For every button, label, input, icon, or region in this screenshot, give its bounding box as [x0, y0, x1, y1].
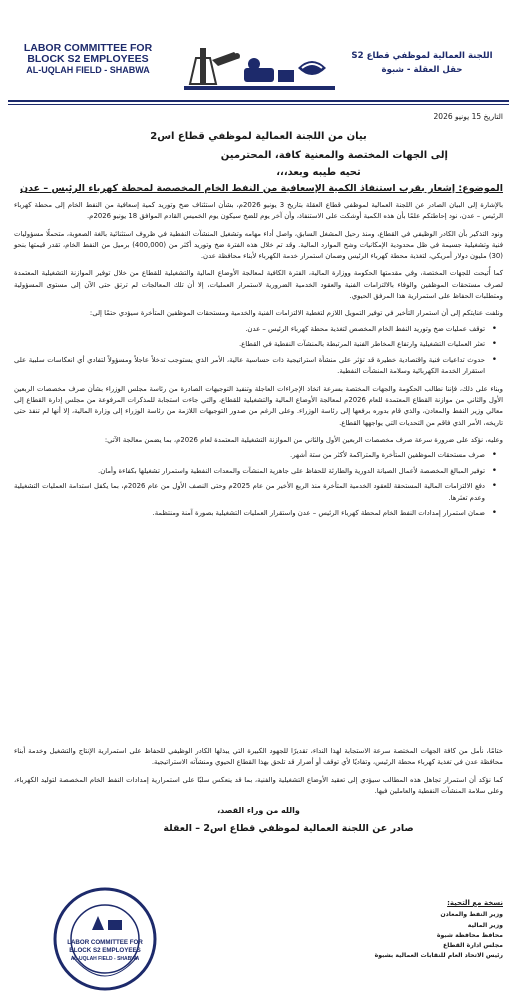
issuer-line: صادر عن اللجنة العمالية لموظفي قطاع اس2 – العقلة — [163, 823, 414, 835]
copy-recipient: وزير المالية — [467, 921, 503, 929]
list-item: • صرف مستحقات الموظفين المتأخرة والمتراكمة لأكثر من ستة أشهر. — [14, 450, 485, 462]
greeting: تحيه طيبه وبعد،،، — [276, 167, 361, 178]
letter-date: التاريخ 15 يونيو 2026 — [433, 112, 503, 121]
letterhead-ar-line1: اللجنة العمالية لموظفي قطاع S2 — [351, 51, 493, 61]
demands-list — [14, 450, 503, 520]
letterhead-arabic — [337, 49, 507, 77]
letterhead-en-line1: LABOR COMMITTEE FOR — [23, 42, 153, 54]
header-rule — [8, 100, 509, 102]
list-item: • توقف عمليات ضخ وتوريد النفط الخام المخصص لتغذية محطة كهرباء الرئيس – عدن. — [14, 324, 485, 336]
list-item: • حدوث تداعيات فنية واقتصادية خطيرة قد تؤثر على منشأة استراتيجية ذات حساسية عالية، الأمر الذي يستوجب تدخلاً عاجلاً ومسؤولاً لتفادي أي انعكاسات سلبية على استقرار الخدمة الكهربائية وسلامة المنشآت النفطية. — [14, 355, 485, 378]
paragraph-7: ختامًا، نأمل من كافة الجهات المختصة سرعة الاستجابة لهذا النداء، تقديرًا للجهود الكبيرة التي يبذلها الكادر الوظيفي للحفاظ على استمرارية الإنتاج والتشغيل وخدمة أبناء محافظة عدن في تغذية كهرباء محطة الرئيس، وتفاديًا لأي توقف أو أضرار قد تلحق بهذا القطاع الحيوي ومنشآته الاستراتيجية. — [14, 747, 503, 767]
seal-text-2: BLOCK S2 EMPLOYEES — [69, 947, 141, 954]
paragraph-4: ونلفت عنايتكم إلى أن استمرار التأخير في توفير التمويل اللازم لتغطية الالتزامات الفنية والخدمية ومستحقات الموظفين المتأخرة سيؤدي حتمًا إلى: — [89, 309, 503, 318]
letterhead-en-line3: AL-UQLAH FIELD - SHABWA — [26, 65, 150, 75]
copy-recipient: مجلس ادارة القطاع — [443, 942, 503, 950]
seal-text-1: LABOR COMMITTEE FOR — [67, 939, 143, 946]
list-item: • ضمان استمرار إمدادات النفط الخام لمحطة كهرباء الرئيس – عدن واستقرار العمليات التشغيلية بصورة آمنة ومنتظمة. — [14, 508, 485, 520]
copies-to — [363, 898, 503, 962]
copies-title: نسخة مع التحية: — [447, 899, 503, 907]
header-rule-thin — [8, 104, 509, 105]
statement-heading: بيان من اللجنة العمالية لموظفي قطاع اس2 — [150, 131, 367, 142]
addressee: إلى الجهات المختصة والمعنية كافة، المحترمين — [220, 150, 448, 161]
paragraph-3: كما أُتيحت للجهات المختصة، وفي مقدمتها الحكومة ووزارة المالية، الفترة الكافية لمعالجة الأوضاع المالية والتشغيلية للقطاع من خلال توفير الموازنة التشغيلية المعتمدة لصرف مستحقات الموظفين والوفاء بالالتزامات الفنية والعقود الخدمية الضرورية لاستمرار العمليات، إلا أن تلك المعالجات لم ترتق حتى الآن إلى مستوى المسؤولية ومتطلبات الحفاظ على استمرارية هذا المرفق الحيوي. — [14, 269, 503, 301]
paragraph-5: وبناء على ذلك، فإننا نطالب الحكومة والجهات المختصة بسرعة اتخاذ الإجراءات العاجلة وتنفيذ التوجيهات الصادرة من رئاسة مجلس الوزراء بشأن صرف مخصصات الربعين الأول والثاني من موازنة القطاع المعتمدة للعام 2026م لمعالجة الأوضاع المالية والتشغيلية للقطاع، والتي جاءت استجابة للمذكرات المرفوعة من مجلس إدارة القطاع إلى معالي وزير النفط والمعادن، والذي قام بدوره برفعها إلى رئاسة الوزراء. وعلى الرغم من صدور التوجيهات اللازمة من رئاسة الوزراء إلى وزارة المالية، إلا أنها لم تنفذ حتى تاريخه، الأمر الذي فاقم من التحديات التي يواجهها القطاع. — [14, 384, 503, 427]
letterhead-en-line2: BLOCK S2 EMPLOYEES — [27, 53, 149, 65]
letter-body-page2 — [14, 740, 503, 834]
copy-recipient: رئيس الاتحاد العام للنقابات العمالية بشبوة — [374, 952, 503, 960]
seal-text-3: AL-UQLAH FIELD - SHABWA — [70, 956, 140, 962]
closing-line: والله من وراء القصد، — [217, 806, 300, 816]
official-seal-icon — [52, 886, 158, 992]
copy-recipient: وزير النفط والمعادن — [440, 911, 503, 919]
list-item: • توفير المبالغ المخصصة لأعمال الصيانة الدورية والطارئة للحفاظ على جاهزية المنشآت والمعدات النفطية واستمرار تشغيلها بكفاءة وأمان. — [14, 466, 485, 478]
subject-line: الموضوع: إشعار بقرب استنفاذ الكمية الإسعافية من النفط الخام المخصصة لمحطة كهرباء الرئيس – عدن — [20, 183, 503, 194]
copy-recipient: محافظ محافظة شبوة — [436, 931, 503, 939]
letterhead — [0, 0, 517, 108]
paragraph-2: ونود التذكير بأن الكادر الوظيفي في القطاع، ومنذ رحيل المشغل السابق، واصل أداء مهامه وتشغيل المنشآت النفطية في ظروف استثنائية بالغة الصعوبة، متحملًا مسؤوليات فنية وتشغيلية جسيمة في ظل محدودية الإمكانيات وشح الموارد المالية. وقد تم خلال هذه الفترة ضخ وتوريد أكثر من (400,000) برميل من النفط الخام، تقدر قيمتها بنحو (30) مليون دولار أمريكي، لتغذية محطة كهرباء الرئيس وضمان استمرار خدمة الكهرباء لأبناء محافظة عدن. — [14, 229, 503, 261]
letter-body-page1 — [14, 108, 503, 520]
letterhead-english — [8, 43, 168, 76]
paragraph-8: كما نؤكد أن استمرار تجاهل هذه المطالب سيؤدي إلى تعقيد الأوضاع التشغيلية والفنية، بما قد ينعكس سلبًا على استمرارية إمدادات النفط الخام المخصصة لتوليد الكهرباء، وعلى سلامة المنشآت النفطية والعاملين فيها. — [14, 775, 503, 795]
list-item: • تعثر العمليات التشغيلية وارتفاع المخاطر الفنية المرتبطة بالمنشآت النفطية في القطاع. — [14, 339, 485, 351]
list-item: • دفع الالتزامات المالية المستحقة للعقود الخدمية المتأخرة منذ الربع الأخير من عام 2025م وحتى النصف الأول من عام 2026م، بما يكفل استدامة العمليات التشغيلية وعدم تعثرها. — [14, 481, 485, 504]
letterhead-ar-line2: حقل العقلة - شبوة — [381, 65, 463, 75]
consequences-list — [14, 324, 503, 378]
committee-logo-icon — [182, 40, 337, 96]
paragraph-6: وعليه، نؤكد على ضرورة سرعة صرف مخصصات الربعين الأول والثاني من الموازنة التشغيلية المعتمدة لعام 2026م، بما يضمن معالجة الآتي: — [104, 435, 503, 444]
paragraph-1: بالإشارة إلى البيان الصادر عن اللجنة العمالية لموظفي قطاع العقلة بتاريخ 3 يونيو 2026م، بشأن استئناف ضخ وتوريد كمية إسعافية من النفط الخام إلى محطة كهرباء الرئيس – عدن، نود إحاطتكم علمًا بأن هذه الكمية أوشكت على الاستنفاذ، وأن آخر يوم للضخ سيكون يوم الخميس القادم الموافق 18 يونيو 2026م. — [14, 201, 503, 221]
